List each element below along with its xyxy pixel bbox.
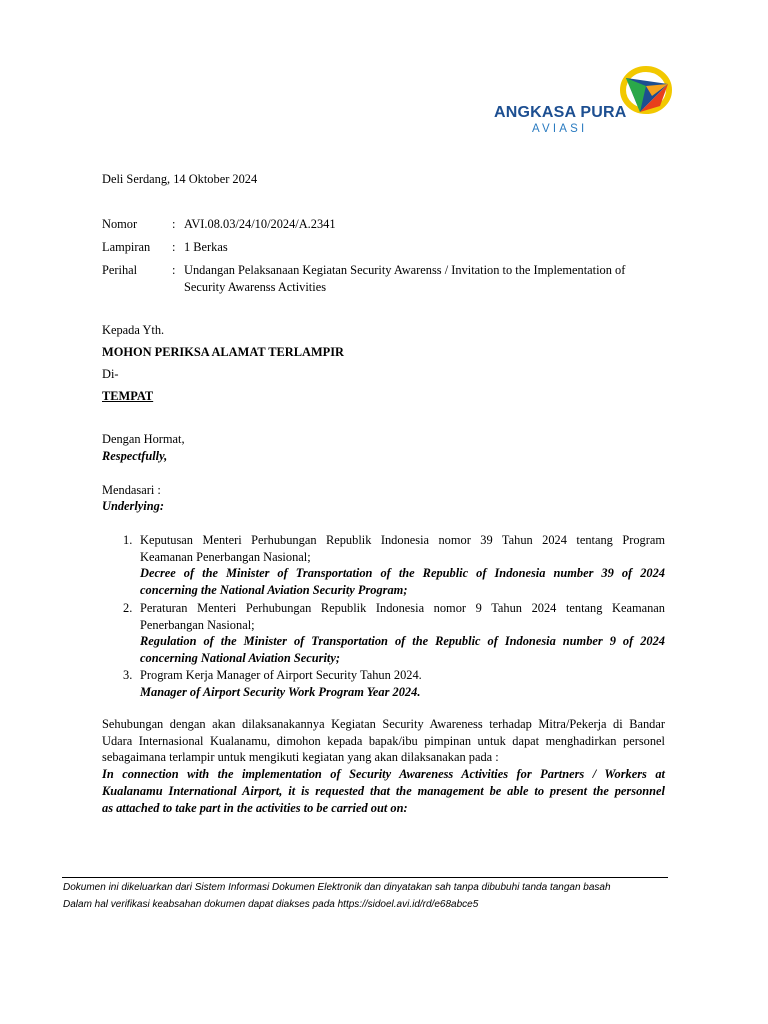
meta-colon: : [172,240,176,254]
meta-row-perihal [102,262,662,296]
company-logo [430,62,675,142]
meta-label: Perihal [102,263,138,277]
footer-divider [62,877,668,878]
meta-label: Lampiran [102,240,151,254]
recipient-kepada: Kepada Yth. [102,323,165,337]
logo-name: ANGKASA PURA [494,104,627,121]
meta-row-nomor [102,216,662,233]
list-text-en: Manager of Airport Security Work Program Year 2024. [140,684,421,699]
list-text-en: concerning the National Aviation Security Program; [140,583,408,598]
basis-id: Mendasari : [102,483,161,497]
recipient-name: MOHON PERIKSA ALAMAT TERLAMPIR [102,345,344,359]
closing-text-id: sebagaimana terlampir untuk mengikuti kegiatan yang akan dilaksanakan pada : [102,750,499,765]
basis-en: Underlying: [102,499,164,513]
recipient-di: Di- [102,367,119,381]
list-item [123,532,665,600]
meta-value: AVI.08.03/24/10/2024/A.2341 [184,217,336,231]
closing-text-id: Udara Internasional Kualanamu, dimohon kepada bapak/ibu pimpinan untuk dapat menghadirkan personel [102,733,665,748]
list-number: 3. [123,668,133,682]
recipient-tempat: TEMPAT [102,389,154,403]
footer-line-1: Dokumen ini dikeluarkan dari Sistem Informasi Dokumen Elektronik dan dinyatakan sah tanpa dibubuhi tanda tangan basah [63,882,611,893]
closing-text-en: Kualanamu International Airport, it is requested that the management be able to present the personnel [102,783,665,798]
list-text-id: Penerbangan Nasional; [140,617,255,632]
list-text-id: Keputusan Menteri Perhubungan Republik Indonesia nomor 39 Tahun 2024 tentang Program [140,533,665,547]
meta-value-continued: Security Awarenss Activities [184,280,327,294]
closing-text-id: Sehubungan dengan akan dilaksanakannya Kegiatan Security Awareness terhadap Mitra/Pekerja di Bandar [102,717,665,731]
place-date: Deli Serdang, 14 Oktober 2024 [102,172,258,186]
closing-text-en: In connection with the implementation of Security Awareness Activities for Partners / Workers at [102,767,665,782]
list-item [123,600,665,668]
meta-row-lampiran [102,239,662,256]
footer-line-2: Dalam hal verifikasi keabsahan dokumen dapat diakses pada https://sidoel.avi.id/rd/e68abce5 [63,899,479,910]
meta-colon: : [172,217,176,231]
logo-subtitle: AVIASI [532,123,588,135]
greeting-en: Respectfully, [102,449,168,463]
closing-text-en: as attached to take part in the activities to be carried out on: [102,800,408,815]
closing-paragraph [102,716,665,816]
list-text-en: Regulation of the Minister of Transportation of the Republic of Indonesia number 9 of 2024 [140,634,665,649]
list-number: 2. [123,601,133,615]
list-text-id: Peraturan Menteri Perhubungan Republik Indonesia nomor 9 Tahun 2024 tentang Keamanan [140,601,665,615]
greeting-id: Dengan Hormat, [102,432,185,446]
list-text-en: concerning National Aviation Security; [140,651,340,666]
meta-value: 1 Berkas [184,240,228,254]
meta-label: Nomor [102,217,138,231]
list-text-id: Keamanan Penerbangan Nasional; [140,549,311,564]
list-text-id: Program Kerja Manager of Airport Security Tahun 2024. [140,668,422,682]
list-number: 1. [123,533,133,547]
meta-value: Undangan Pelaksanaan Kegiatan Security Awarenss / Invitation to the Implementation of [184,263,626,277]
logo-mark-icon [616,66,674,116]
meta-colon: : [172,263,176,277]
list-item [123,667,665,701]
list-text-en: Decree of the Minister of Transportation of the Republic of Indonesia number 39 of 2024 [140,566,665,581]
